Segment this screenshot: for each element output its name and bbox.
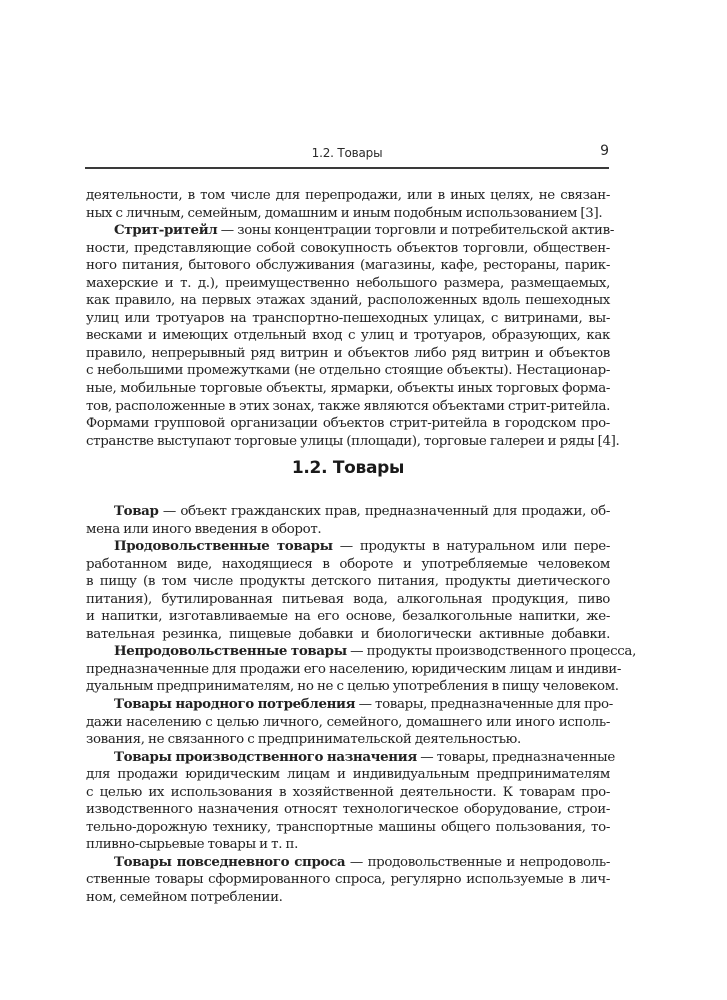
text-line: в пищу (в том числе продукты детского питания, продукты диетического [86,574,610,590]
text-line: ного питания, бытового обслуживания (магазины, кафе, рестораны, парик- [86,258,610,274]
text-line: с целью их использования в хозяйственной деятельности. К товарам про- [86,784,610,800]
text-line: ном, семейном потреблении. [86,890,283,906]
text-line: работанном виде, находящиеся в обороте и употребляемые человеком [86,556,610,572]
term: Стрит-ритейл [114,222,218,239]
text-line: странстве выступают торговые улицы (площади), торговые галереи и ряды [4]. [86,433,620,449]
text-line: изводственного назначения относят технологическое оборудование, строи- [86,802,610,818]
definition-text: — товары, предназначенные [416,749,615,765]
term: Товары повседневного спроса [114,853,346,870]
text-line: тельно-дорожную технику, транспортные машины общего пользования, то- [86,819,610,835]
text-line: ных с личным, семейным, домашним и иным подобным использованием [3]. [86,205,603,221]
term: Непродовольственные товары [114,643,347,660]
section-heading: 1.2. Товары [291,458,405,478]
paragraph-block-top [86,187,620,450]
text-line: ные, мобильные торговые объекты, ярмарки, объекты иных торговых форма- [86,381,610,397]
definition-tovar [86,503,610,521]
text-line: пливно-сырьевые товары и т. п. [86,837,298,853]
text-line: мена или иного введения в оборот. [86,521,322,537]
term: Товар [114,503,159,519]
text-line: весками и имеющих отдельный вход с улиц и тротуаров, образующих, как [86,328,610,344]
term: Продовольственные товары [114,538,333,555]
definition-text: — продукты производственного процесса, [346,644,636,660]
text-line: махерские и т. д.), преимущественно небольшого размера, размещаемых, [86,275,610,291]
running-title: 1.2. Товары [311,146,383,160]
definition-industrial-goods [86,748,615,767]
text-line: ственные товары сформированного спроса, регулярно используемые в лич- [86,872,610,888]
term: Товары производственного назначения [114,748,417,765]
text-line: для продажи юридическим лицам и индивидуальным предпринимателям [86,767,610,783]
definition-text: — продукты в натуральном или пере- [332,539,611,555]
definition-non-food-goods [86,643,636,661]
term: Товары народного потребления [114,696,356,713]
definition-street-retail [86,222,614,240]
text-line: питания), бутилированная питьевая вода, алкогольная продукция, пиво [86,591,610,607]
definition-text: — продовольственные и непродоволь- [345,854,610,870]
definition-consumer-goods [86,696,613,714]
text-line: дуальным предпринимателям, но не с целью употребления в пищу человеком. [86,679,619,695]
text-line: как правило, на первых этажах зданий, расположенных вдоль пешеходных [86,293,610,309]
paragraph-block-definitions [86,503,636,907]
text-line: тов, расположенные в этих зонах, также являются объектами стрит-ритейла. [86,398,610,414]
text-line: улиц или тротуаров на транспортно-пешеходных улицах, с витринами, вы- [86,310,610,326]
definition-food-goods [86,538,610,556]
text-line: ности, представляющие собой совокупность объектов торговли, обществен- [86,240,610,256]
text-line: с небольшими промежутками (не отдельно стоящие объекты). Нестационар- [86,363,610,379]
definition-text: — объект гражданских прав, предназначенный для продажи, об- [158,504,610,519]
text-line: деятельности, в том числе для перепродажи, или в иных целях, не связан- [86,188,610,203]
definition-text: — зоны концентрации торговли и потребительской актив- [217,223,614,239]
text-line: Формами групповой организации объектов стрит-ритейла в городском про- [86,416,610,432]
text-line: предназначенные для продажи его населению, юридическим лицам и индиви- [86,661,621,677]
page-number: 9 [600,143,609,159]
text-line: и напитки, изготавливаемые на его основе, безалкогольные напитки, же- [86,609,610,625]
text-line: дажи населению с целью личного, семейного, домашнего или иного исполь- [86,714,610,730]
text-line: зования, не связанного с предпринимательской деятельностью. [86,732,521,748]
definition-everyday-goods [86,854,610,872]
text-line: правило, непрерывный ряд витрин и объектов либо ряд витрин и объектов [86,345,610,361]
definition-text: — товары, предназначенные для про- [355,697,613,713]
text-line: вательная резинка, пищевые добавки и биологически активные добавки. [86,626,610,642]
running-header [85,138,609,169]
